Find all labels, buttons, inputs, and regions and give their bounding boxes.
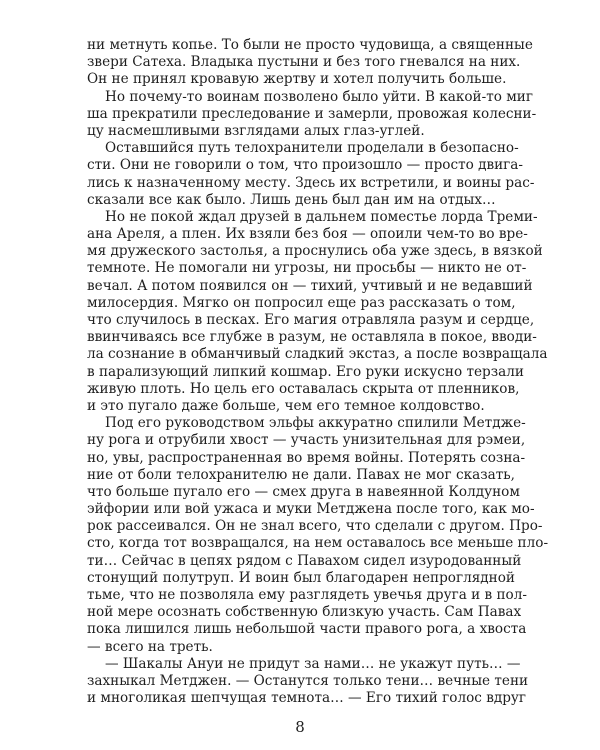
text-line: ввинчиваясь все глубже в разум, не оставляла в покое, вводи- xyxy=(87,329,537,346)
text-line: ти… Сейчас в цепях рядом с Павахом сидел изуродованный xyxy=(87,552,522,569)
text-line: живую плоть. Но цель его оставалась скрыта от пленников, xyxy=(87,380,520,397)
text-line: ной мере осознать собственную близкую участь. Сам Павах xyxy=(87,604,522,621)
body-text xyxy=(87,37,549,707)
paragraph xyxy=(87,37,533,89)
text-line: ни метнуть копье. То были не просто чудовища, а священные xyxy=(87,37,533,53)
text-line: рок рассеивался. Он не знал всего, что сделали с другом. Про- xyxy=(87,518,543,535)
text-line: сти. Они не говорили о том, что произошло — просто двига- xyxy=(87,157,523,174)
text-line: мя дружеского застолья, а проснулись оба уже здесь, в вязкой xyxy=(87,243,543,260)
text-line: Но не покой ждал друзей в дальнем поместье лорда Треми- xyxy=(105,208,538,225)
text-line: — Шакалы Ануи не придут за нами… не укажут путь… — xyxy=(105,655,521,672)
paragraph xyxy=(87,88,537,141)
paragraph xyxy=(87,655,529,708)
text-line: лись к назначенному месту. Здесь их встретили, и воины рас- xyxy=(87,174,535,191)
text-line: в парализующий липкий кошмар. Его руки искусно терзали xyxy=(87,363,524,380)
text-line: темноте. Не помогали ни угрозы, ни просьбы — никто не от- xyxy=(87,260,527,277)
text-line: ана Ареля, а плен. Их взяли без боя — опоили чем-то во вре- xyxy=(87,226,528,243)
text-line: — всего на треть. xyxy=(87,638,213,655)
text-line: и многоликая шепчущая темнота… — Его тихий голос вдруг xyxy=(87,690,527,707)
text-line: Оставшийся путь телохранители проделали в безопасно- xyxy=(105,140,519,157)
text-line: ние от боли телохранителю не дали. Павах не мог сказать, xyxy=(87,466,515,483)
text-line: и это пугало даже больше, чем его темное колдовство. xyxy=(87,397,485,414)
text-line: Но почему-то воинам позволено было уйти. В какой-то миг xyxy=(105,88,533,105)
text-line: милосердия. Мягко он попросил еще раз рассказать о том, xyxy=(87,294,516,311)
text-line: но, увы, распространенная во время войны. Потерять созна- xyxy=(87,449,526,466)
page-number: 8 xyxy=(295,718,305,736)
text-line: ла сознание в обманчивый сладкий экстаз, а после возвращала xyxy=(87,346,548,363)
text-line: что больше пугало его — смех друга в навеянной Колдуном xyxy=(87,483,520,500)
text-line: ну рога и отрубили хвост — участь унизительная для рэмеи, xyxy=(87,432,526,449)
text-line: Он не принял кровавую жертву и хотел получить больше. xyxy=(87,71,507,88)
text-line: сто, когда тот возвращался, на нем оставалось все меньше пло- xyxy=(87,535,549,552)
text-line: вечал. А потом появился он — тихий, учтивый и не ведавший xyxy=(87,277,533,294)
text-line: стонущий полутруп. И воин был благодарен непроглядной xyxy=(87,569,515,586)
text-line: сказали все как было. Лишь день был дан им на отдых… xyxy=(87,191,496,208)
text-line: тьме, что не позволяла ему разглядеть увечья друга и в пол- xyxy=(87,587,527,603)
text-line: звери Сатеха. Владыка пустыни и без того гневался на них. xyxy=(87,54,521,71)
paragraph xyxy=(87,415,549,656)
text-line: цу насмешливыми взглядами алых глаз-углей. xyxy=(87,122,425,139)
text-line: что случилось в песках. Его магия отравляла разум и сердце, xyxy=(87,312,535,328)
paragraph xyxy=(87,140,535,209)
text-line: ша прекратили преследование и замерли, провожая колесни- xyxy=(87,105,537,122)
text-line: эйфории или вой ужаса и муки Метджена после того, как мо- xyxy=(87,501,535,518)
text-line: захныкал Метджен. — Останутся только тени… вечные тени xyxy=(87,672,529,689)
text-line: Под его руководством эльфы аккуратно спилили Метдже- xyxy=(105,415,526,432)
text-line: пока лишился лишь небольшой части правого рога, а хвоста xyxy=(87,621,527,638)
paragraph xyxy=(87,208,548,415)
